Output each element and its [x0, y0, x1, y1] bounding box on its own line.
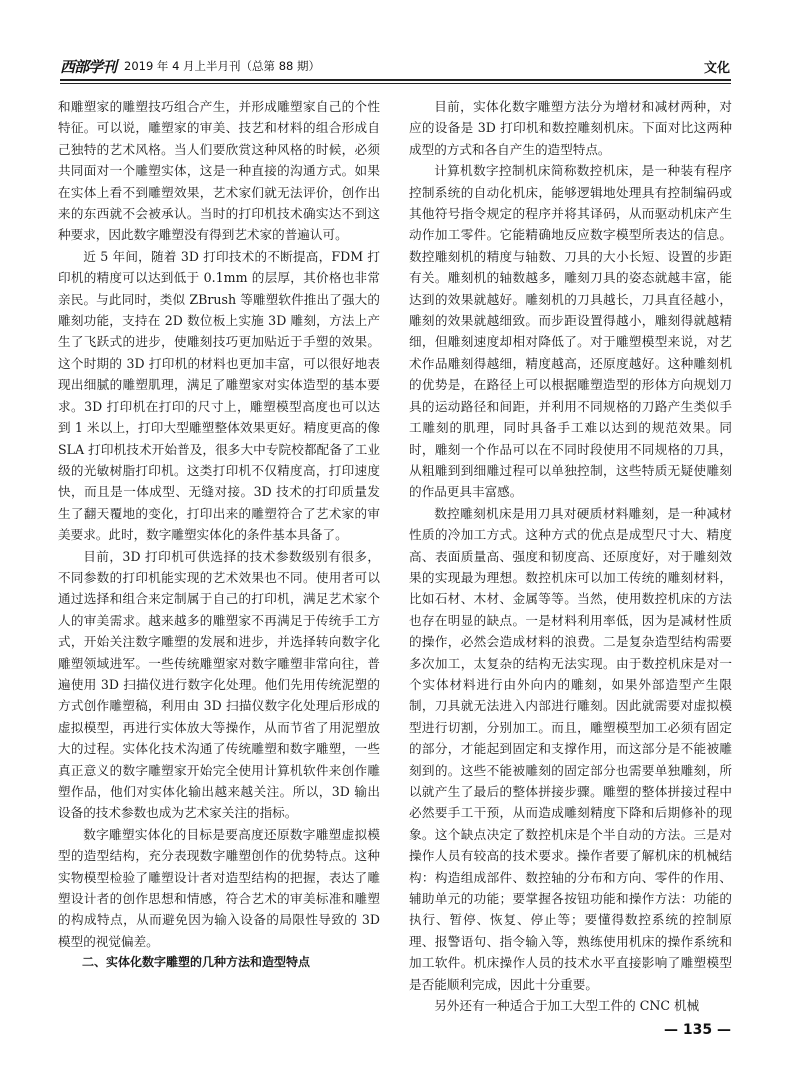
body-paragraph: 和雕塑家的雕塑技巧组合产生，并形成雕塑家自己的个性特征。可以说，雕塑家的审美、技艺和材料的组合形成自己独特的艺术风格。当人们要欣赏这种风格的时候，必须共同面对一个雕塑实体，这是一种直接的沟通方式。如果在实体上看不到雕塑效果，艺术家们就无法评价，创作出来的东西就不会被承认。当时的打印机技术确实达不到这种要求，因此数字雕塑没有得到艺术家的普遍认可。 [58, 99, 380, 243]
right-column [409, 96, 732, 1016]
running-header [60, 55, 730, 79]
body-paragraph: 数字雕塑实体化的目标是要高度还原数字雕塑虚拟模型的造型结构，充分表现数字雕塑创作的优势特点。这种实物模型检验了雕塑设计者对造型结构的把握，表达了雕塑设计者的创作思想和情感，符合艺术的审美标准和雕塑的构成特点，从而避免因为输入设备的局限性导致的 3D 模型的视觉偏差。 [58, 826, 380, 949]
body-paragraph: 计算机数字控制机床简称数控机床，是一种装有程序控制系统的自动化机床，能够逻辑地处理具有控制编码或其他符号指令规定的程序并将其译码，从而驱动机床产生动作加工零件。它能精确地反应数字模型所表达的信息。数控雕刻机的精度与轴数、刀具的大小长短、设置的步距有关。雕刻机的轴数越多，雕刻刀具的姿态就越丰富，能达到的效果就越好。雕刻机的刀具越长，刀具直径越小，雕刻的效果就越细致。而步距设置得越小，雕刻得就越精细，但雕刻速度却相对降低了。对于雕塑模型来说，对艺术作品雕刻得越细，精度越高，还原度越好。这种雕刻机的优势是，在路径上可以根据雕塑造型的形体方向规划刀具的运动路径和间距，并利用不同规格的刀路产生类似手工雕刻的肌理，同时具备手工难以达到的规范效果。同时，雕刻一个作品可以在不同时段使用不同规格的刀具，从粗雕到到细雕过程可以单独控制，这些特质无疑使雕刻的作品更具丰富感。 [409, 163, 732, 500]
body-paragraph: 数控雕刻机床是用刀具对硬质材料雕刻，是一种减材性质的冷加工方式。这种方式的优点是成型尺寸大、精度高、表面质量高、强度和韧度高、还原度好，对于雕刻效果的实现最为理想。数控机床可以加工传统的雕刻材料，比如石材、木材、金属等等。当然，使用数控机床的方法也存在明显的缺点。一是材料利用率低，因为是减材性质的操作，必然会造成材料的浪费。二是复杂造型结构需要多次加工，太复杂的结构无法实现。由于数控机床是对一个实体材料进行由外向内的雕刻，如果外部造型产生限制，刀具就无法进入内部进行雕刻。因此就需要对虚拟模型进行切割，分别加工。而且，雕塑模型加工必须有固定的部分，才能起到固定和支撑作用，而这部分是不能被雕刻到的。这些不能被雕刻的固定部分也需要单独雕刻，所以就产生了最后的整体拼接步骤。雕塑的整体拼接过程中必然要手工干预，从而造成雕刻精度下降和后期修补的现象。这个缺点决定了数控机床是个半自动的方法。三是对操作人员有较高的技术要求。操作者要了解机床的机械结构：构造组成部件、数控轴的分布和方向、零件的作用、辅助单元的功能；要掌握各按钮功能和操作方法：功能的执行、暂停、恢复、停止等；要懂得数控系统的控制原理、报警语句、指令输入等，熟练使用机床的操作系统和加工软件。机床操作人员的技术水平直接影响了雕塑模型是否能顺利完成，因此十分重要。 [409, 505, 732, 992]
section-label: 文化 [703, 61, 730, 76]
body-paragraph: 目前，3D 打印机可供选择的技术参数级别有很多，不同参数的打印机能实现的艺术效果也不同。使用者可以通过选择和组合来定制属于自己的打印机，满足艺术家个人的审美需求。越来越多的雕塑家不再满足于传统手工方式，开始关注数字雕塑的发展和进步，并选择转向数字化雕塑领域进军。一些传统雕塑家对数字雕塑非常向往，普遍使用 3D 扫描仪进行数字化处理。他们先用传统泥塑的方式创作雕塑稿，利用由 3D 扫描仪数字化处理后形成的虚拟模型，再进行实体放大等操作，从而节省了用泥塑放大的过程。实体化技术沟通了传统雕塑和数字雕塑，一些真正意义的数字雕塑家开始完全使用计算机软件来创作雕塑作品，他们对实体化输出越来越关注。所以，3D 输出设备的技术参数也成为艺术家关注的指标。 [58, 548, 380, 821]
issue-info: 2019 年 4 月上半月刊（总第 88 期） [124, 59, 320, 73]
page-number: — 135 — [664, 1022, 731, 1038]
body-paragraph: 目前，实体化数字雕塑方法分为增材和减材两种，对应的设备是 3D 打印机和数控雕刻机床。下面对比这两种成型的方式和各自产生的造型特点。 [409, 99, 732, 157]
header-rule-thick [60, 79, 731, 81]
body-paragraph: 近 5 年间，随着 3D 打印技术的不断提高，FDM 打印机的精度可以达到低于 0.1mm 的层厚，其价格也非常亲民。与此同时，类似 ZBrush 等雕塑软件推出了强大的雕刻功能，支持在 2D 数位板上实施 3D 雕刻，方法上产生了飞跃式的进步，使雕刻技巧更加贴近于手塑的效果。这个时期的 3D 打印机的材料也更加丰富，可以很好地表现出细腻的雕塑肌理，满足了雕塑家对实体造型的基本要求。3D 打印机在打印的尺寸上，雕塑模型高度也可以达到 1 米以上，打印大型雕塑整体效果更好。精度更高的像 SLA 打印机技术开始普及，很多大中专院校都配备了工业级的光敏树脂打印机。这类打印机不仅精度高，打印速度快，而且是一体成型、无缝对接。3D 技术的打印质量发生了翻天覆地的变化，打印出来的雕塑符合了艺术家的审美要求。此时，数字雕塑实体化的条件基本具备了。 [58, 248, 380, 543]
body-paragraph: 另外还有一种适合于加工大型工件的 CNC 机械 [434, 998, 700, 1014]
left-column [58, 96, 380, 974]
journal-logo: 西部学刊 [60, 58, 117, 76]
header-rule-thin [60, 83, 731, 84]
section-heading: 二、实体化数字雕塑的几种方法和造型特点 [82, 955, 311, 970]
